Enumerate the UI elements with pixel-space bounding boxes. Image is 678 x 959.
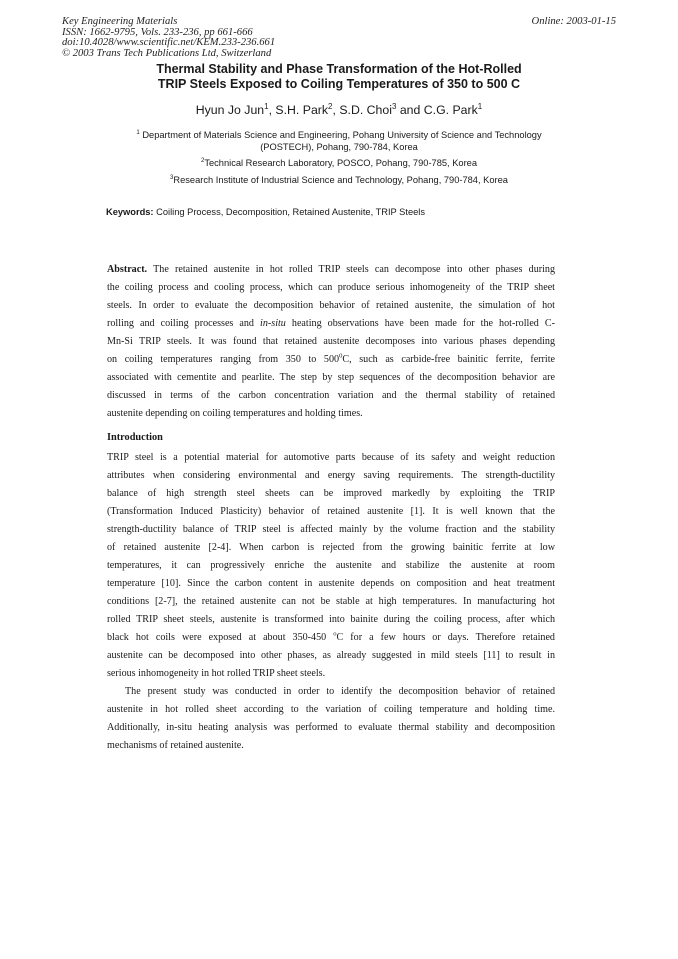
keywords-label: Keywords: bbox=[106, 207, 154, 217]
intro-line: black hot coils were exposed at about 350-450 $^o$C for a few hours or days. Therefore retained bbox=[107, 630, 555, 643]
intro-line: mechanisms of retained austenite. bbox=[107, 740, 244, 751]
intro-line: rolled TRIP sheet steels, austenite is transformed into bainite during the coiling process, after which bbox=[107, 614, 555, 625]
intro-line: austenite can be decomposed into other phases, as already suggested in mild steels [11] to result in bbox=[107, 650, 555, 661]
abstract bbox=[107, 261, 555, 423]
author-list: Hyun Jo Jun$^1$, S.H. Park$^2$, S.D. Choi$^3$ and C.G. Park$^1$ bbox=[195, 101, 483, 117]
author-4: C.G. Park bbox=[423, 103, 478, 117]
header-info bbox=[62, 17, 275, 59]
introduction-paragraph-1 bbox=[107, 449, 555, 683]
abstract-line: Mn-Si TRIP steels. It was found that retained austenite decomposes into various phases depending bbox=[107, 336, 555, 347]
intro-line: attributes when considering environmental and energy saving requirements. The strength-ductility bbox=[107, 470, 555, 481]
affiliation-1: $^1$ Department of Materials Science and Engineering, Pohang University of Science and Technology (POSTECH), Pohang, 790-784, Korea bbox=[136, 129, 542, 152]
intro-line: (Transformation Induced Plasticity) behavior of retained austenite [1]. It is well known that the bbox=[107, 506, 555, 517]
intro-line: temperatures, it can progressively enriche the austenite and stabilize the austenite at room bbox=[107, 560, 555, 571]
author-3: S.D. Choi bbox=[339, 103, 392, 117]
doi-line: doi:10.4028/www.scientific.net/KEM.233-236.661 bbox=[62, 37, 276, 48]
abstract-line: Abstract. The retained austenite in hot rolled TRIP steels can decompose into other phases during bbox=[107, 264, 556, 275]
abstract-label: Abstract. bbox=[107, 264, 148, 275]
affiliation-3: $^3$Research Institute of Industrial Science and Technology, Pohang, 790-784, Korea bbox=[170, 174, 508, 185]
abstract-line: the coiling process and cooling process, which can produce serious inhomogeneity of the TRIP sheet bbox=[107, 282, 555, 293]
intro-line: strength-ductility balance of TRIP steel is affected mainly by the volume fraction and the stability bbox=[107, 524, 555, 535]
author-1: Hyun Jo Jun bbox=[195, 103, 265, 117]
author-2: S.H. Park bbox=[275, 103, 329, 117]
intro-line: Additionally, in-situ heating analysis was performed to evaluate thermal stability and decomposition bbox=[107, 722, 555, 733]
intro-line: The present study was conducted in order to identify the decomposition behavior of retained bbox=[125, 686, 555, 697]
intro-line: TRIP steel is a potential material for automotive parts because of its safety and weight reduction bbox=[107, 452, 555, 463]
abstract-line: rolling and coiling processes and in-situ heating observations have been made for the hot-rolled C- bbox=[107, 318, 556, 329]
issn-line: ISSN: 1662-9795, Vols. 233-236, pp 661-666 bbox=[62, 26, 253, 38]
abstract-line: steels. In order to evaluate the decomposition behavior of retained austenite, the simulation of hot bbox=[107, 300, 555, 311]
affiliation-2: $^2$Technical Research Laboratory, POSCO, Pohang, 790-785, Korea bbox=[200, 157, 478, 168]
keywords-text: Coiling Process, Decomposition, Retained Austenite, TRIP Steels bbox=[156, 207, 426, 217]
title-line-1: Thermal Stability and Phase Transformation of the Hot-Rolled bbox=[156, 62, 522, 76]
abstract-line: discussed in terms of the carbon concentration variation and the thermal stability of retained bbox=[107, 390, 555, 401]
abstract-line: austenite depending on coiling temperatures and holding times. bbox=[107, 408, 363, 419]
introduction-paragraph-2 bbox=[107, 683, 555, 755]
keywords bbox=[106, 207, 425, 217]
journal-name: Key Engineering Materials bbox=[62, 16, 178, 27]
abstract-line: associated with cementite and pearlite. The step by step sequences of the decomposition behavior are bbox=[107, 372, 555, 383]
intro-line: austenite in hot rolled sheet according to the variation of coiling temperature and holding time. bbox=[107, 704, 555, 715]
abstract-line: on coiling temperatures ranging from 350 to $500^0C$, such as carbide-free bainitic ferrite, ferrite bbox=[107, 352, 555, 365]
intro-line: temperature [10]. Since the carbon content in austenite depends on composition and heat treatment bbox=[107, 578, 555, 589]
online-date: Online: 2003-01-15 bbox=[531, 16, 616, 27]
intro-line: balance of high strength steel sheets can be improved markedly by exploiting the TRIP bbox=[107, 488, 555, 499]
intro-line: of retained austenite [2-4]. When carbon is rejected from the growing bainitic ferrite at low bbox=[107, 542, 555, 553]
section-heading-introduction: Introduction bbox=[107, 432, 163, 443]
intro-line: conditions [2-7], the retained austenite can not be stable at high temperatures. In manufacturing hot bbox=[107, 596, 555, 607]
title-line-2: TRIP Steels Exposed to Coiling Temperatures of 350 to 500 C bbox=[157, 77, 521, 91]
paper-title bbox=[0, 62, 678, 92]
intro-line: serious inhomogeneity in hot rolled TRIP sheet steels. bbox=[107, 668, 326, 679]
copyright-line: © 2003 Trans Tech Publications Ltd, Switzerland bbox=[62, 47, 272, 59]
